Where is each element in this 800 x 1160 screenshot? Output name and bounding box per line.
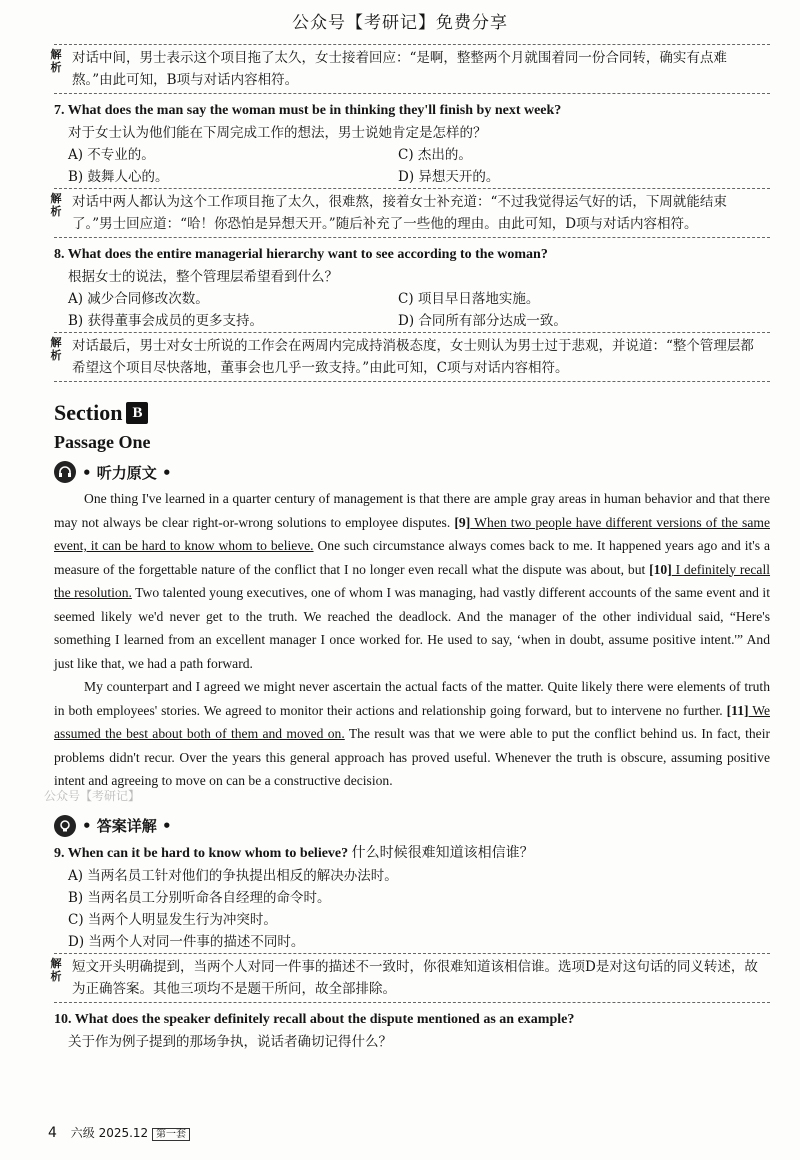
text: One thing I've learned in a quarter century of management is that there are ample gray areas in human behavior and that there may not always be clear right-or-wrong solutions to employee disputes. — [54, 491, 770, 530]
question-marker: [10] — [649, 561, 672, 577]
question-8-cn: 根据女士的说法，整个管理层希望看到什么？ — [68, 269, 338, 285]
analysis-tag: 解析 — [50, 956, 62, 983]
text: Two talented young executives, one of whom I was managing, had vastly different accounts of the same event and it seemed likely we'd never get to the truth. We reached the deadlock. And the manager of the other individual said, “Here's something I learned from an excellent manager I once worked for. He used to say, ‘when in doubt, assume positive intent.'” And just like that, we had a path forward. — [54, 585, 770, 671]
question-9-options — [54, 865, 770, 953]
option: A) 减少合同修改次数。 — [68, 291, 209, 307]
question-10: 10. What does the speaker definitely recall about the dispute mentioned as an example? — [54, 1011, 575, 1027]
passage-paragraph-2 — [54, 675, 770, 793]
section-label: Section — [54, 400, 123, 425]
headphones-icon — [54, 461, 76, 483]
question-marker: [11] — [726, 702, 749, 718]
analysis-tag: 解析 — [50, 48, 62, 74]
passage-paragraph-1 — [54, 487, 770, 675]
option: B) 当两名员工分别听命各自经理的命令时。 — [68, 889, 331, 906]
option: A) 当两名员工针对他们的争执提出相反的解决办法时。 — [68, 867, 398, 884]
analysis-box-q8 — [50, 332, 770, 382]
question-8: 8. What does the entire managerial hierarchy want to see according to the woman? — [54, 247, 548, 262]
answer-heading-text: • 答案详解 • — [82, 817, 172, 835]
analysis-text: 对话最后，男士对女士所说的工作会在两周内完成持消极态度，女士则认为男士过于悲观，并说道：“整个管理层都希望这个项目尽快落地，董事会也几乎一致支持。”由此可知，C项与对话内容相符。 — [72, 338, 754, 376]
answer-heading — [54, 815, 770, 837]
question-marker: [9] — [454, 514, 471, 530]
key-sentence: I definitely recall the resolution. — [54, 561, 771, 600]
key-sentence: When two people have different versions of the same event, it can be hard to know whom to believe. — [54, 514, 770, 553]
analysis-tag: 解析 — [50, 336, 62, 362]
question-8-options — [54, 288, 770, 332]
question-7: 7. What does the man say the woman must be in thinking they'll finish by next week? — [54, 103, 562, 118]
option: D) 异想天开的。 — [398, 169, 500, 185]
question-9-en: 9. When can it be hard to know whom to believe? — [54, 845, 349, 861]
page-content — [44, 44, 771, 1053]
analysis-box-q7 — [50, 188, 770, 238]
lightbulb-icon — [54, 815, 76, 837]
option: D) 合同所有部分达成一致。 — [398, 313, 567, 329]
analysis-tag: 解析 — [50, 192, 62, 218]
analysis-text: 对话中两人都认为这个工作项目拖了太久，很难熬，接着女士补充道：“不过我觉得运气好的话，下周就能结束了。”男士回应道：“哈！你恐怕是异想天开。”随后补充了一些他的理由。由此可知，D项与对话内容相符。 — [72, 194, 727, 232]
analysis-text: 对话中间，男士表示这个项目拖了太久，女士接着回应：“是啊，整整两个月就围着同一份合同转，确实有点难熬。”由此可知，B项与对话内容相符。 — [72, 50, 727, 88]
passage-title: Passage One — [54, 432, 151, 452]
section-title — [54, 400, 770, 426]
text: The result was that we were able to put the conflict behind us. In fact, their problems didn't recur. Over the years this general approach has proved useful. Whenever the truth is obscure, assuming positive intent and agreeing to move on can be a constructive decision. — [54, 726, 770, 788]
option: D) 当两个人对同一件事的描述不同时。 — [68, 933, 305, 950]
listening-heading — [54, 461, 770, 483]
question-10-cn: 关于作为例子提到的那场争执，说话者确切记得什么？ — [68, 1033, 392, 1050]
analysis-box-q6 — [50, 44, 770, 94]
listening-heading-text: • 听力原文 • — [82, 463, 172, 482]
section-badge: B — [126, 402, 148, 424]
analysis-box-q9 — [50, 953, 770, 1003]
question-7-options — [54, 144, 770, 188]
set-label: 第一套 — [152, 1128, 190, 1141]
option: B) 获得董事会成员的更多支持。 — [68, 313, 263, 329]
option: C) 杰出的。 — [398, 147, 472, 163]
issue-label: 六级 2025.12 — [70, 1126, 149, 1140]
question-9-cn: 什么时候很难知道该相信谁？ — [348, 845, 534, 861]
analysis-text: 短文开头明确提到，当两个人对同一件事的描述不一致时，你很难知道该相信谁。选项D是对这句话的同义转述，故为正确答案。其他三项均不是题干所问，故全部排除。 — [72, 958, 758, 997]
option: A) 不专业的。 — [68, 147, 155, 163]
question-7-cn: 对于女士认为他们能在下周完成工作的想法，男士说她肯定是怎样的？ — [68, 125, 487, 141]
option: C) 项目早日落地实施。 — [398, 291, 540, 307]
page-number: 4 — [48, 1125, 57, 1141]
page-footer — [48, 1124, 190, 1141]
question-9 — [54, 843, 770, 865]
option: B) 鼓舞人心的。 — [68, 169, 169, 185]
option: C) 当两个人明显发生行为冲突时。 — [68, 911, 277, 928]
watermark: 公众号【考研记】 — [44, 788, 141, 803]
text: My counterpart and I agreed we might never ascertain the actual facts of the matter. Quite likely there were elements of truth in both employees' stories. We agreed to monitor their actions and relationship going forward, but to intervene no further. — [54, 679, 770, 718]
key-sentence: We assumed the best about both of them and moved on. — [54, 702, 770, 741]
text: One such circumstance always comes back to me. It happened years ago and it's a measure of the forgettable nature of the conflict that I no longer even recall what the dispute was about, but — [54, 538, 770, 577]
page-header: 公众号【考研记】免费分享 — [292, 13, 508, 33]
